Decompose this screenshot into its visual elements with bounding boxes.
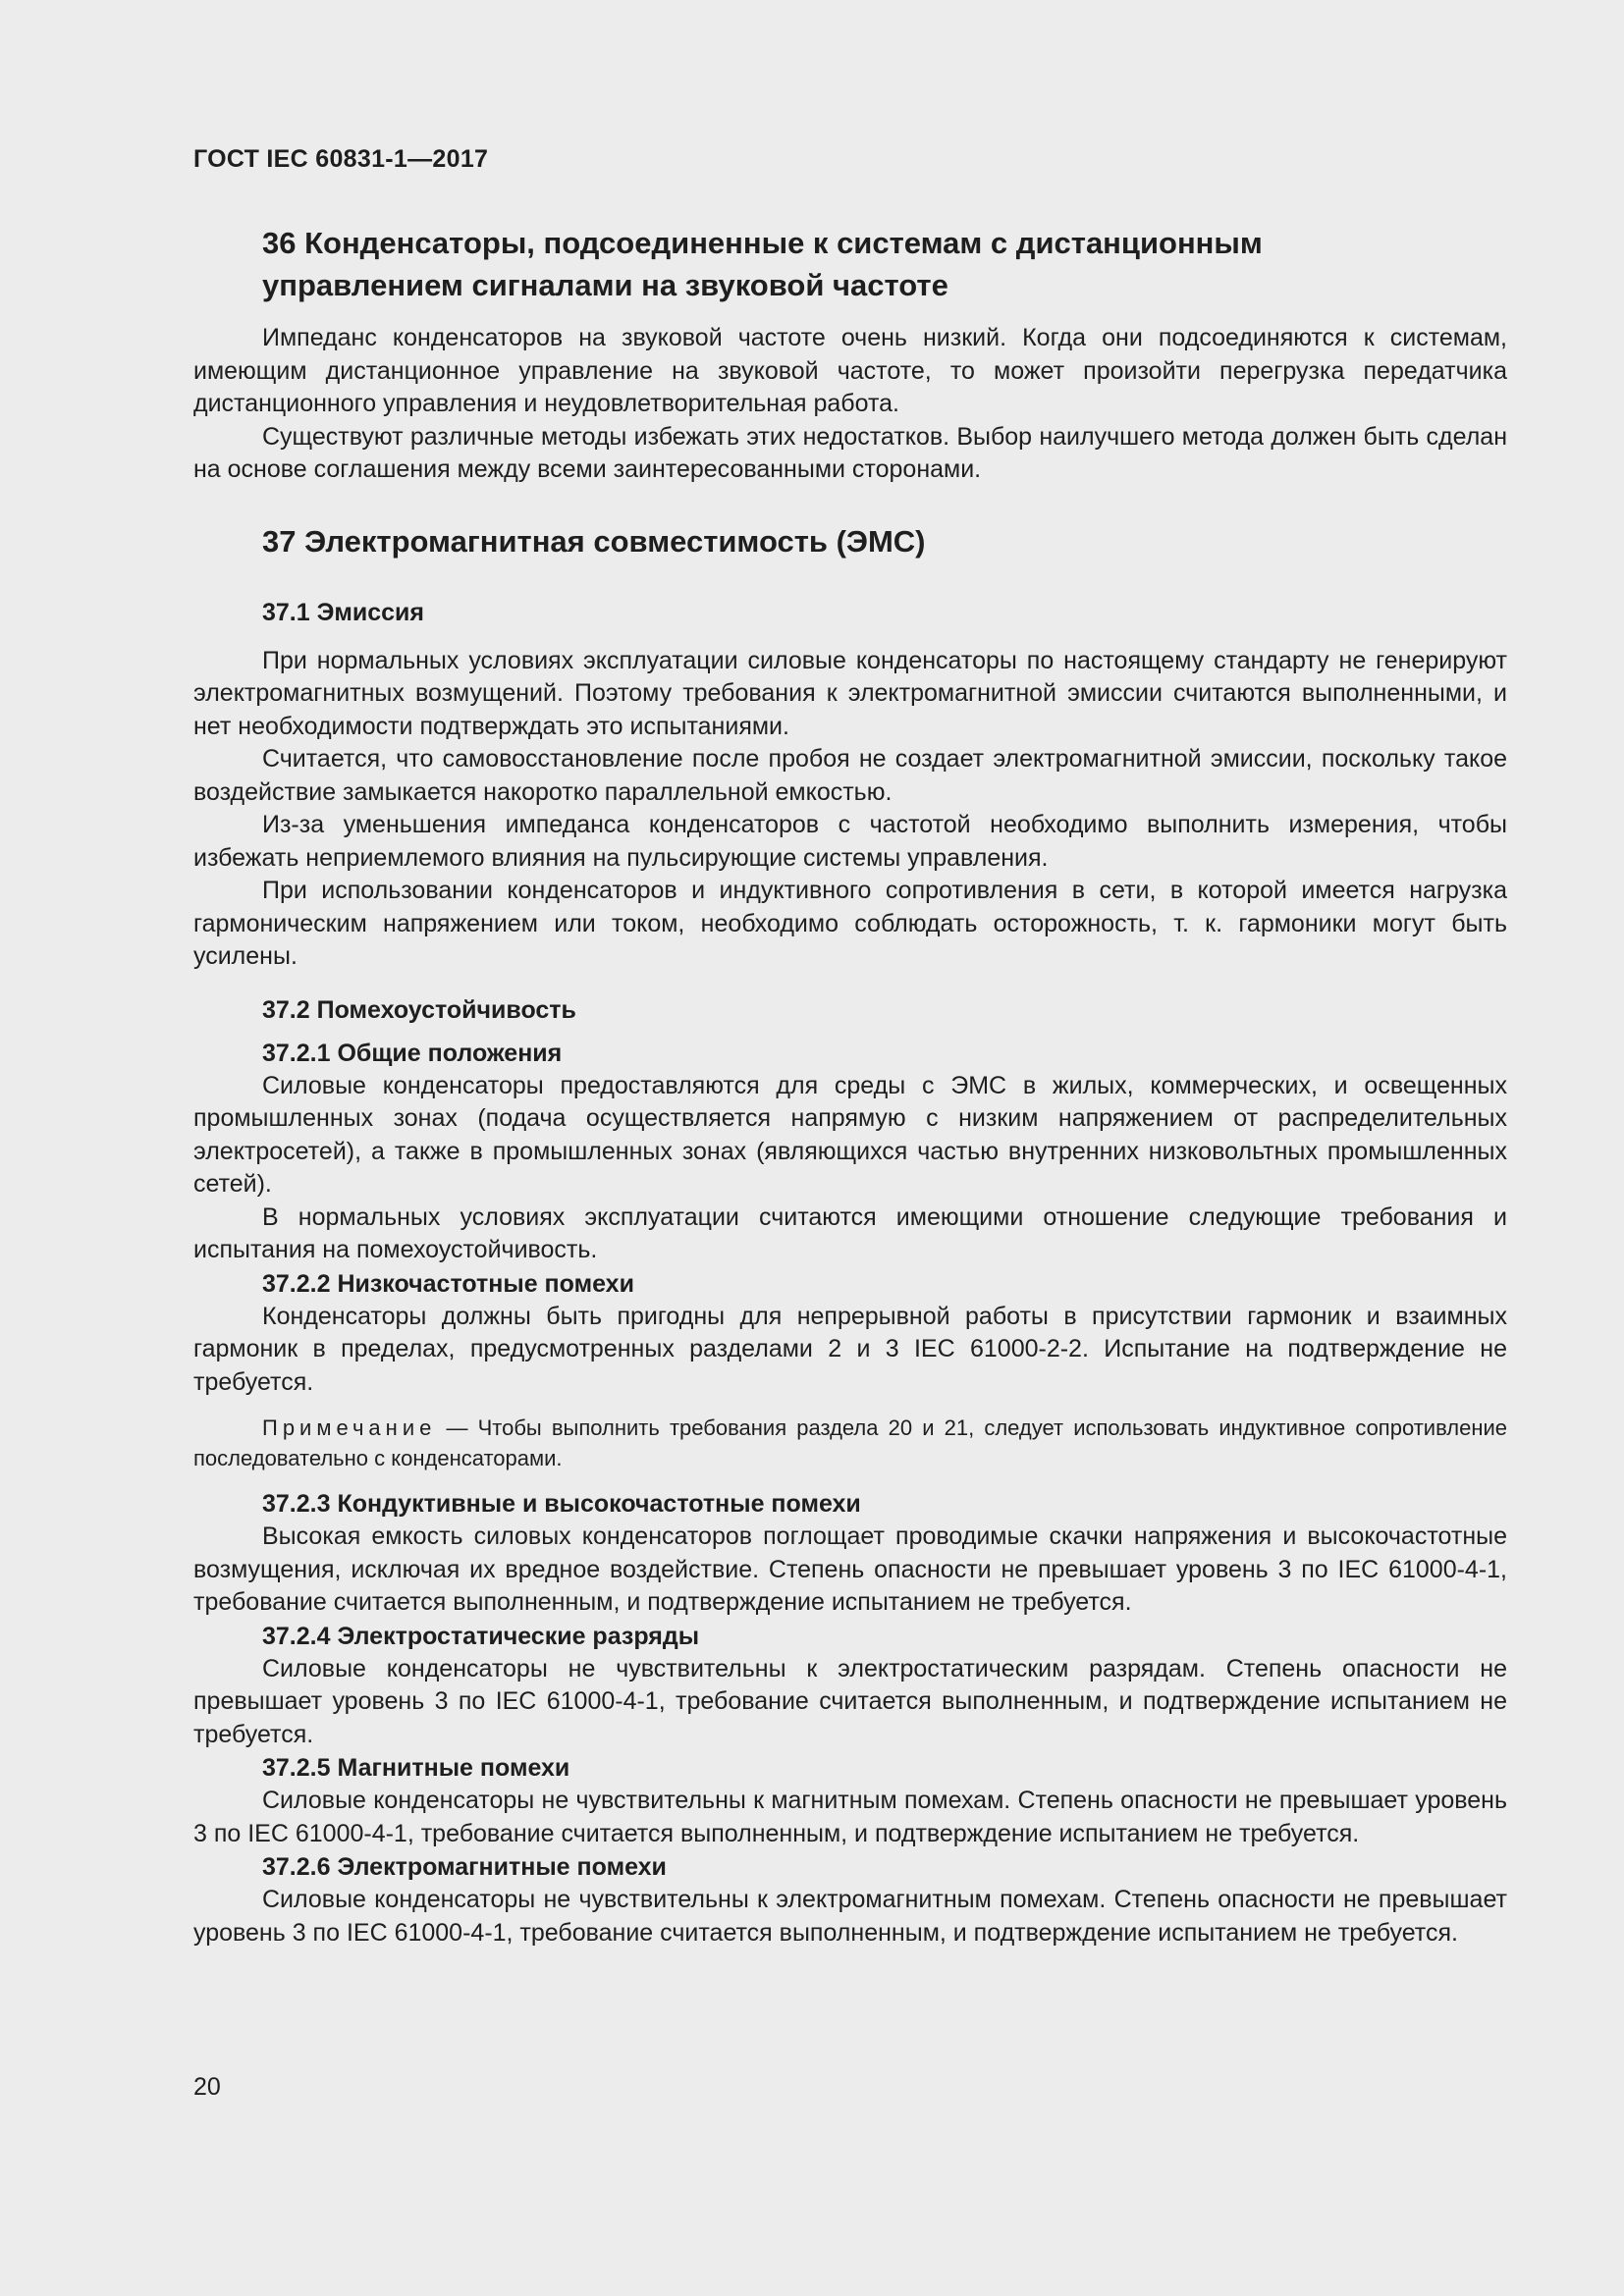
document-header: ГОСТ IEC 60831-1—2017 <box>193 145 489 173</box>
paragraph: Из-за уменьшения импеданса конденсаторов с частотой необходимо выполнить измерения, чтобы избежать неприемлемого влияния на пульсирующие системы управления. <box>193 811 1507 872</box>
document-body <box>193 222 1507 1949</box>
paragraph: При использовании конденсаторов и индуктивного сопротивления в сети, в которой имеется нагрузка гармоническим напряжением или током, необходимо соблюдать осторожность, т. к. гармоники могут быть усилены. <box>193 877 1507 970</box>
paragraph: Силовые конденсаторы не чувствительны к магнитным помехам. Степень опасности не превышает уровень 3 по IEC 61000-4-1, требование считается выполненным, и подтверждение испытанием не требуется. <box>193 1787 1507 1847</box>
note-label: Примечание <box>262 1415 437 1440</box>
paragraph: Импеданс конденсаторов на звуковой частоте очень низкий. Когда они подсоединяются к системам, имеющим дистанционное управление на звуковой частоте, то может произойти перегрузка передатчика дистанционного управления и неудовлетворительная работа. <box>193 324 1507 417</box>
paragraph: Конденсаторы должны быть пригодны для непрерывной работы в присутствии гармоник и взаимных гармоник в пределах, предусмотренных разделами 2 и 3 IEC 61000-2-2. Испытание на подтверждение не требуется. <box>193 1302 1507 1396</box>
clause-37-2-4-title: 37.2.4 Электростатические разряды <box>262 1622 700 1650</box>
clause-37-2-5-title: 37.2.5 Магнитные помехи <box>262 1754 570 1782</box>
paragraph: Существуют различные методы избежать этих недостатков. Выбор наилучшего метода должен быть сделан на основе соглашения между всеми заинтересованными сторонами. <box>193 422 1507 483</box>
paragraph: Силовые конденсаторы предоставляются для среды с ЭМС в жилых, коммерческих, и освещенных промышленных зонах (подача осуществляется напрямую с низким напряжением от распределительных электросетей), а также в промышленных зонах (являющихся частью внутренних низковольтных промышленных сетей). <box>193 1071 1507 1198</box>
paragraph: В нормальных условиях эксплуатации считаются имеющими отношение следующие требования и испытания на помехоустойчивость. <box>193 1202 1507 1263</box>
note <box>193 1413 1507 1473</box>
paragraph: При нормальных условиях эксплуатации силовые конденсаторы по настоящему стандарту не генерируют электромагнитных возмущений. Поэтому требования к электромагнитной эмиссии считаются выполненными, и нет необходимости подтверждать это испытаниями. <box>193 646 1507 740</box>
section-36-title-line1: 36 Конденсаторы, подсоединенные к системам с дистанционным <box>262 226 1263 260</box>
clause-37-2-2-title: 37.2.2 Низкочастотные помехи <box>262 1269 634 1298</box>
paragraph: Считается, что самовосстановление после пробоя не создает электромагнитной эмиссии, поскольку такое воздействие замыкается накоротко параллельной емкостью. <box>193 745 1507 806</box>
paragraph: Силовые конденсаторы не чувствительны к электростатическим разрядам. Степень опасности не превышает уровень 3 по IEC 61000-4-1, требование считается выполненным, и подтверждение испытанием не требуется. <box>193 1654 1507 1748</box>
page-number: 20 <box>193 2073 221 2101</box>
paragraph: Высокая емкость силовых конденсаторов поглощает проводимые скачки напряжения и высокочастотные возмущения, исключая их вредное воздействие. Степень опасности не превышает уровень 3 по IEC 61000-4-1, требование считается выполненным, и подтверждение испытанием не требуется. <box>193 1522 1507 1616</box>
paragraph: Силовые конденсаторы не чувствительны к электромагнитным помехам. Степень опасности не превышает уровень 3 по IEC 61000-4-1, требование считается выполненным, и подтверждение испытанием не требуется. <box>193 1886 1507 1947</box>
note-text: — Чтобы выполнить требования раздела 20 и 21, следует использовать индуктивное сопротивление последовательно с конденсаторами. <box>193 1415 1507 1470</box>
clause-37-2-1-title: 37.2.1 Общие положения <box>262 1039 563 1067</box>
section-36-title <box>262 222 1507 306</box>
clause-37-2-3-title: 37.2.3 Кондуктивные и высокочастотные помехи <box>262 1490 861 1518</box>
section-36-title-line2: управлением сигналами на звуковой частоте <box>262 268 948 302</box>
section-37-title: 37 Электромагнитная совместимость (ЭМС) <box>262 523 926 559</box>
subsection-37-1-title: 37.1 Эмиссия <box>262 598 425 626</box>
clause-37-2-6-title: 37.2.6 Электромагнитные помехи <box>262 1853 667 1881</box>
subsection-37-2-title: 37.2 Помехоустойчивость <box>262 995 576 1024</box>
